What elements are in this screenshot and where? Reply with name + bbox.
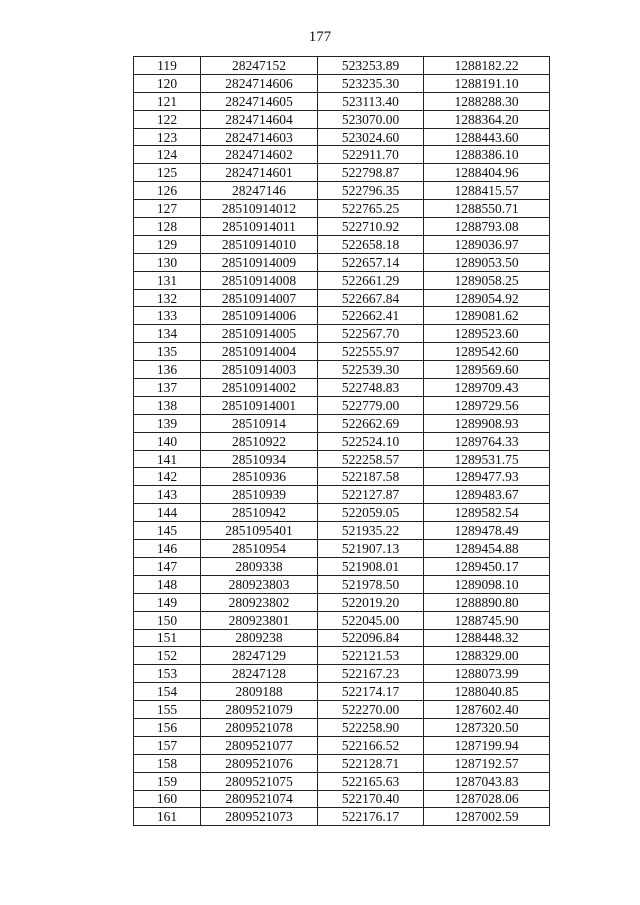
y-coordinate-cell: 1288443.60 xyxy=(424,128,550,146)
row-number-cell: 119 xyxy=(134,57,201,75)
y-coordinate-cell: 1287320.50 xyxy=(424,718,550,736)
table-row xyxy=(134,432,550,450)
row-number-cell: 131 xyxy=(134,271,201,289)
y-coordinate-cell: 1288073.99 xyxy=(424,665,550,683)
x-coordinate-cell: 522258.57 xyxy=(318,450,424,468)
point-id-cell: 28247128 xyxy=(201,665,318,683)
table-row xyxy=(134,468,550,486)
table-row xyxy=(134,450,550,468)
table-row xyxy=(134,361,550,379)
row-number-cell: 150 xyxy=(134,611,201,629)
point-id-cell: 2809521075 xyxy=(201,772,318,790)
row-number-cell: 144 xyxy=(134,504,201,522)
y-coordinate-cell: 1288745.90 xyxy=(424,611,550,629)
x-coordinate-cell: 522096.84 xyxy=(318,629,424,647)
y-coordinate-cell: 1288364.20 xyxy=(424,110,550,128)
table-row xyxy=(134,110,550,128)
table-row xyxy=(134,307,550,325)
x-coordinate-cell: 522658.18 xyxy=(318,235,424,253)
point-id-cell: 2824714602 xyxy=(201,146,318,164)
point-id-cell: 2824714604 xyxy=(201,110,318,128)
row-number-cell: 130 xyxy=(134,253,201,271)
y-coordinate-cell: 1288448.32 xyxy=(424,629,550,647)
y-coordinate-cell: 1289478.49 xyxy=(424,522,550,540)
y-coordinate-cell: 1289709.43 xyxy=(424,379,550,397)
table-row xyxy=(134,146,550,164)
point-id-cell: 280923802 xyxy=(201,593,318,611)
point-id-cell: 28510954 xyxy=(201,540,318,558)
point-id-cell: 28510914011 xyxy=(201,218,318,236)
point-id-cell: 28510939 xyxy=(201,486,318,504)
x-coordinate-cell: 522657.14 xyxy=(318,253,424,271)
y-coordinate-cell: 1288329.00 xyxy=(424,647,550,665)
y-coordinate-cell: 1288550.71 xyxy=(424,200,550,218)
row-number-cell: 129 xyxy=(134,235,201,253)
point-id-cell: 2809521078 xyxy=(201,718,318,736)
row-number-cell: 121 xyxy=(134,92,201,110)
row-number-cell: 143 xyxy=(134,486,201,504)
row-number-cell: 145 xyxy=(134,522,201,540)
table-row xyxy=(134,271,550,289)
coordinates-table xyxy=(133,56,550,826)
row-number-cell: 153 xyxy=(134,665,201,683)
x-coordinate-cell: 522270.00 xyxy=(318,701,424,719)
table-row xyxy=(134,414,550,432)
point-id-cell: 2824714601 xyxy=(201,164,318,182)
x-coordinate-cell: 523024.60 xyxy=(318,128,424,146)
y-coordinate-cell: 1288288.30 xyxy=(424,92,550,110)
y-coordinate-cell: 1288386.10 xyxy=(424,146,550,164)
point-id-cell: 28510934 xyxy=(201,450,318,468)
point-id-cell: 28510914010 xyxy=(201,235,318,253)
table-row xyxy=(134,736,550,754)
table-row xyxy=(134,57,550,75)
y-coordinate-cell: 1289582.54 xyxy=(424,504,550,522)
table-row xyxy=(134,629,550,647)
y-coordinate-cell: 1289569.60 xyxy=(424,361,550,379)
point-id-cell: 28510942 xyxy=(201,504,318,522)
row-number-cell: 137 xyxy=(134,379,201,397)
x-coordinate-cell: 522045.00 xyxy=(318,611,424,629)
x-coordinate-cell: 523113.40 xyxy=(318,92,424,110)
x-coordinate-cell: 522165.63 xyxy=(318,772,424,790)
y-coordinate-cell: 1289081.62 xyxy=(424,307,550,325)
x-coordinate-cell: 522176.17 xyxy=(318,808,424,826)
x-coordinate-cell: 522524.10 xyxy=(318,432,424,450)
point-id-cell: 2824714603 xyxy=(201,128,318,146)
x-coordinate-cell: 522258.90 xyxy=(318,718,424,736)
row-number-cell: 148 xyxy=(134,575,201,593)
row-number-cell: 140 xyxy=(134,432,201,450)
y-coordinate-cell: 1289542.60 xyxy=(424,343,550,361)
point-id-cell: 28510914 xyxy=(201,414,318,432)
x-coordinate-cell: 523070.00 xyxy=(318,110,424,128)
point-id-cell: 28510914004 xyxy=(201,343,318,361)
y-coordinate-cell: 1288415.57 xyxy=(424,182,550,200)
point-id-cell: 2809521079 xyxy=(201,701,318,719)
table-row xyxy=(134,540,550,558)
point-id-cell: 2824714606 xyxy=(201,74,318,92)
y-coordinate-cell: 1288191.10 xyxy=(424,74,550,92)
point-id-cell: 2809188 xyxy=(201,683,318,701)
x-coordinate-cell: 522019.20 xyxy=(318,593,424,611)
x-coordinate-cell: 522174.17 xyxy=(318,683,424,701)
x-coordinate-cell: 522555.97 xyxy=(318,343,424,361)
x-coordinate-cell: 522710.92 xyxy=(318,218,424,236)
table-row xyxy=(134,504,550,522)
row-number-cell: 157 xyxy=(134,736,201,754)
row-number-cell: 123 xyxy=(134,128,201,146)
table-row xyxy=(134,128,550,146)
x-coordinate-cell: 522779.00 xyxy=(318,396,424,414)
x-coordinate-cell: 521908.01 xyxy=(318,557,424,575)
point-id-cell: 2809521074 xyxy=(201,790,318,808)
x-coordinate-cell: 523235.30 xyxy=(318,74,424,92)
point-id-cell: 28510914001 xyxy=(201,396,318,414)
x-coordinate-cell: 522167.23 xyxy=(318,665,424,683)
y-coordinate-cell: 1287199.94 xyxy=(424,736,550,754)
point-id-cell: 2809521077 xyxy=(201,736,318,754)
y-coordinate-cell: 1289036.97 xyxy=(424,235,550,253)
point-id-cell: 2809521076 xyxy=(201,754,318,772)
row-number-cell: 132 xyxy=(134,289,201,307)
table-row xyxy=(134,92,550,110)
point-id-cell: 28510914009 xyxy=(201,253,318,271)
y-coordinate-cell: 1287192.57 xyxy=(424,754,550,772)
row-number-cell: 128 xyxy=(134,218,201,236)
row-number-cell: 146 xyxy=(134,540,201,558)
table-row xyxy=(134,343,550,361)
y-coordinate-cell: 1289764.33 xyxy=(424,432,550,450)
x-coordinate-cell: 522128.71 xyxy=(318,754,424,772)
row-number-cell: 124 xyxy=(134,146,201,164)
y-coordinate-cell: 1289729.56 xyxy=(424,396,550,414)
row-number-cell: 158 xyxy=(134,754,201,772)
x-coordinate-cell: 523253.89 xyxy=(318,57,424,75)
row-number-cell: 151 xyxy=(134,629,201,647)
row-number-cell: 152 xyxy=(134,647,201,665)
point-id-cell: 28510914007 xyxy=(201,289,318,307)
table-row xyxy=(134,253,550,271)
table-row xyxy=(134,200,550,218)
y-coordinate-cell: 1289523.60 xyxy=(424,325,550,343)
row-number-cell: 161 xyxy=(134,808,201,826)
row-number-cell: 159 xyxy=(134,772,201,790)
y-coordinate-cell: 1289450.17 xyxy=(424,557,550,575)
table-row xyxy=(134,593,550,611)
row-number-cell: 136 xyxy=(134,361,201,379)
table-row xyxy=(134,647,550,665)
row-number-cell: 133 xyxy=(134,307,201,325)
y-coordinate-cell: 1288404.96 xyxy=(424,164,550,182)
y-coordinate-cell: 1288890.80 xyxy=(424,593,550,611)
y-coordinate-cell: 1287028.06 xyxy=(424,790,550,808)
row-number-cell: 149 xyxy=(134,593,201,611)
table-row xyxy=(134,557,550,575)
table-row xyxy=(134,74,550,92)
y-coordinate-cell: 1288793.08 xyxy=(424,218,550,236)
x-coordinate-cell: 522121.53 xyxy=(318,647,424,665)
point-id-cell: 2809338 xyxy=(201,557,318,575)
row-number-cell: 126 xyxy=(134,182,201,200)
point-id-cell: 28510936 xyxy=(201,468,318,486)
table-row xyxy=(134,522,550,540)
row-number-cell: 134 xyxy=(134,325,201,343)
y-coordinate-cell: 1289483.67 xyxy=(424,486,550,504)
page-number: 177 xyxy=(308,29,332,45)
table-row xyxy=(134,575,550,593)
y-coordinate-cell: 1287602.40 xyxy=(424,701,550,719)
x-coordinate-cell: 522166.52 xyxy=(318,736,424,754)
x-coordinate-cell: 522765.25 xyxy=(318,200,424,218)
point-id-cell: 28510914006 xyxy=(201,307,318,325)
coordinates-table-body xyxy=(134,57,550,826)
x-coordinate-cell: 522748.83 xyxy=(318,379,424,397)
x-coordinate-cell: 522170.40 xyxy=(318,790,424,808)
x-coordinate-cell: 522567.70 xyxy=(318,325,424,343)
x-coordinate-cell: 522796.35 xyxy=(318,182,424,200)
row-number-cell: 156 xyxy=(134,718,201,736)
row-number-cell: 141 xyxy=(134,450,201,468)
point-id-cell: 28247146 xyxy=(201,182,318,200)
y-coordinate-cell: 1289098.10 xyxy=(424,575,550,593)
row-number-cell: 147 xyxy=(134,557,201,575)
table-row xyxy=(134,790,550,808)
x-coordinate-cell: 521907.13 xyxy=(318,540,424,558)
y-coordinate-cell: 1287043.83 xyxy=(424,772,550,790)
row-number-cell: 138 xyxy=(134,396,201,414)
table-row xyxy=(134,754,550,772)
point-id-cell: 28510914012 xyxy=(201,200,318,218)
x-coordinate-cell: 521978.50 xyxy=(318,575,424,593)
row-number-cell: 120 xyxy=(134,74,201,92)
y-coordinate-cell: 1289058.25 xyxy=(424,271,550,289)
y-coordinate-cell: 1288182.22 xyxy=(424,57,550,75)
y-coordinate-cell: 1289908.93 xyxy=(424,414,550,432)
row-number-cell: 139 xyxy=(134,414,201,432)
point-id-cell: 2851095401 xyxy=(201,522,318,540)
x-coordinate-cell: 522539.30 xyxy=(318,361,424,379)
point-id-cell: 28510914002 xyxy=(201,379,318,397)
table-row xyxy=(134,325,550,343)
point-id-cell: 280923803 xyxy=(201,575,318,593)
table-row xyxy=(134,218,550,236)
table-row xyxy=(134,718,550,736)
table-row xyxy=(134,486,550,504)
point-id-cell: 28510914005 xyxy=(201,325,318,343)
table-row xyxy=(134,396,550,414)
row-number-cell: 127 xyxy=(134,200,201,218)
y-coordinate-cell: 1289477.93 xyxy=(424,468,550,486)
table-row xyxy=(134,701,550,719)
row-number-cell: 135 xyxy=(134,343,201,361)
table-row xyxy=(134,772,550,790)
y-coordinate-cell: 1288040.85 xyxy=(424,683,550,701)
x-coordinate-cell: 522667.84 xyxy=(318,289,424,307)
x-coordinate-cell: 522059.05 xyxy=(318,504,424,522)
point-id-cell: 28247129 xyxy=(201,647,318,665)
point-id-cell: 28510914003 xyxy=(201,361,318,379)
point-id-cell: 28510922 xyxy=(201,432,318,450)
table-row xyxy=(134,379,550,397)
point-id-cell: 2809238 xyxy=(201,629,318,647)
x-coordinate-cell: 522662.69 xyxy=(318,414,424,432)
point-id-cell: 2824714605 xyxy=(201,92,318,110)
table-row xyxy=(134,611,550,629)
row-number-cell: 122 xyxy=(134,110,201,128)
x-coordinate-cell: 522911.70 xyxy=(318,146,424,164)
point-id-cell: 280923801 xyxy=(201,611,318,629)
table-row xyxy=(134,182,550,200)
point-id-cell: 28247152 xyxy=(201,57,318,75)
y-coordinate-cell: 1289053.50 xyxy=(424,253,550,271)
x-coordinate-cell: 522127.87 xyxy=(318,486,424,504)
table-row xyxy=(134,683,550,701)
row-number-cell: 160 xyxy=(134,790,201,808)
x-coordinate-cell: 522661.29 xyxy=(318,271,424,289)
row-number-cell: 154 xyxy=(134,683,201,701)
x-coordinate-cell: 521935.22 xyxy=(318,522,424,540)
y-coordinate-cell: 1289454.88 xyxy=(424,540,550,558)
point-id-cell: 28510914008 xyxy=(201,271,318,289)
table-row xyxy=(134,808,550,826)
y-coordinate-cell: 1289054.92 xyxy=(424,289,550,307)
table-row xyxy=(134,665,550,683)
table-row xyxy=(134,235,550,253)
y-coordinate-cell: 1287002.59 xyxy=(424,808,550,826)
x-coordinate-cell: 522662.41 xyxy=(318,307,424,325)
x-coordinate-cell: 522187.58 xyxy=(318,468,424,486)
row-number-cell: 155 xyxy=(134,701,201,719)
y-coordinate-cell: 1289531.75 xyxy=(424,450,550,468)
table-row xyxy=(134,289,550,307)
row-number-cell: 142 xyxy=(134,468,201,486)
point-id-cell: 2809521073 xyxy=(201,808,318,826)
table-row xyxy=(134,164,550,182)
x-coordinate-cell: 522798.87 xyxy=(318,164,424,182)
row-number-cell: 125 xyxy=(134,164,201,182)
